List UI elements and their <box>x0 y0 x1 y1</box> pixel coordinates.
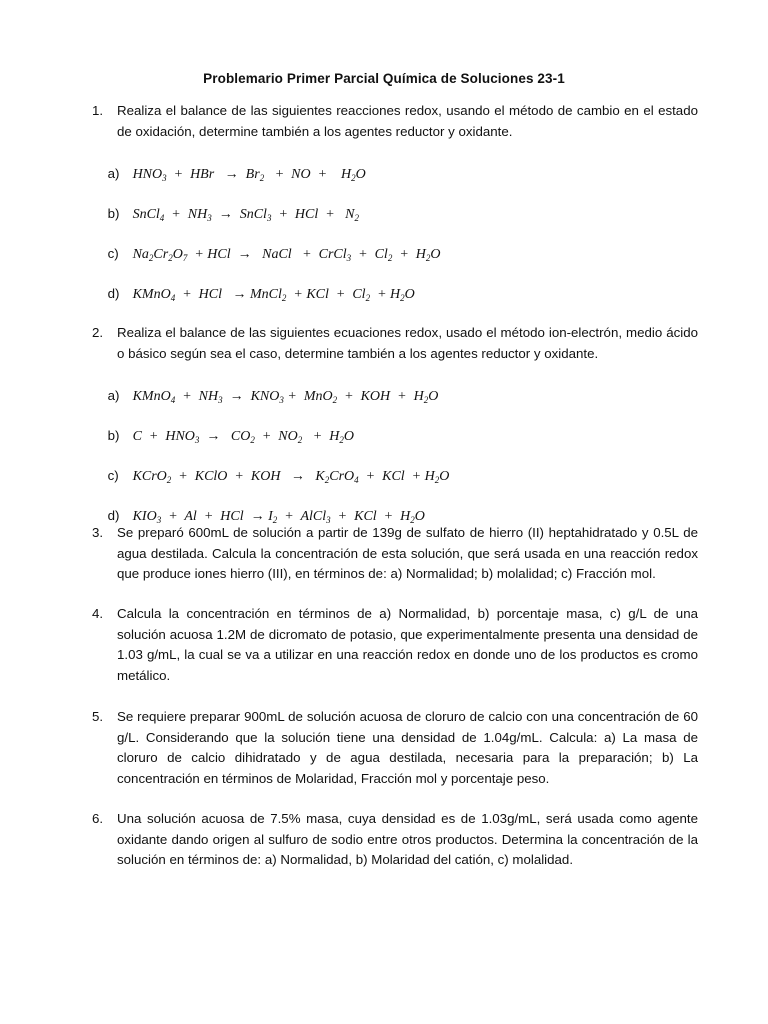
equation-formula: $C + HNO_3 \to CO_2 + NO_2 + H_2O$ <box>132 429 354 445</box>
problem-6 <box>92 809 698 871</box>
equation-formula: $KIO_3 + Al$ + HCl → $I_2$ + AlCl$_3$ + KCl + $H_2O$ <box>132 509 425 525</box>
problem-2 <box>92 323 698 364</box>
problem-text: Calcula la concentración en términos de a) Normalidad, b) porcentaje masa, c) g/L de una solución acuosa 1.2M de dicromato de potasio, que experimentalmente presenta una densidad de 1.03 g/mL, la cual se va a utilizar en una reacción redox en donde uno de los productos es cromo metálico. <box>117 606 698 683</box>
equation-formula: KMnO$_4$ + HCl → MnCl$_2$ + KCl + $Cl_2 + H_2O$ <box>132 287 415 303</box>
problem-4 <box>92 604 698 686</box>
problem-text: Realiza el balance de las siguientes ecuaciones redox, usado el método ion-electrón, medio ácido o básico según sea el caso, determine también a los agentes reductor y oxidante. <box>117 325 698 361</box>
problem-5 <box>92 707 698 789</box>
page-title: Problemario Primer Parcial Química de Soluciones 23-1 <box>203 71 565 86</box>
problem-number: 2. <box>92 325 104 340</box>
problem-text: Se requiere preparar 900mL de solución acuosa de cloruro de calcio con una concentración de 60 g/L. Considerando que la solución tiene una densidad de 1.04g/mL. Calcula: a) La masa de cloruro de calcio dihidratado y de agua destilada, necesaria para la preparación; b) La concentración en términos de Molaridad, Fracción mol y porcentaje peso. <box>117 709 698 786</box>
problem-number: 1. <box>92 103 104 118</box>
problem-1 <box>92 101 698 142</box>
equation-formula: $HNO_3$ + HBr → $Br_2$ + NO + $H_2O$ <box>132 167 366 183</box>
equation-1d <box>92 263 692 325</box>
problem-text: Se preparó 600mL de solución a partir de 139g de sulfato de hierro (II) heptahidratado y 0.5L de agua destilada. Calcula la concentración de esta solución, que será usada en una reacción redox que produce iones hierro (III), en términos de: a) Normalidad; b) molalidad; c) Fracción mol. <box>117 525 698 581</box>
equation-label: b) <box>107 206 120 221</box>
equation-label: c) <box>107 246 119 261</box>
problem-number: 6. <box>92 811 104 826</box>
equation-label: a) <box>107 166 120 181</box>
equation-formula: SnCl$_4$ + $NH_3$ → SnCl$_3$ + HCl + $N_2$ <box>132 207 360 223</box>
equation-label: b) <box>107 428 120 443</box>
problem-3 <box>92 523 698 585</box>
problem-number: 4. <box>92 606 104 621</box>
problem-number: 5. <box>92 709 104 724</box>
equation-label: c) <box>107 468 119 483</box>
equation-formula: KCrO$_2$ + KClO + KOH → $K_2CrO_4$ + KCl + $H_2O$ <box>132 469 450 485</box>
problem-text: Una solución acuosa de 7.5% masa, cuya densidad es de 1.03g/mL, será usada como agente oxidante dando origen al sulfuro de sodio entre otros productos. Determina la concentración de la solución en términos de: a) Normalidad, b) Molaridad del catión, c) molalidad. <box>117 811 698 867</box>
equation-label: d) <box>107 508 120 523</box>
equation-label: d) <box>107 286 120 301</box>
equation-label: a) <box>107 388 120 403</box>
problem-text: Realiza el balance de las siguientes reacciones redox, usando el método de cambio en el estado de oxidación, determine también a los agentes reductor y oxidante. <box>117 103 698 139</box>
problem-number: 3. <box>92 525 104 540</box>
equation-formula: $Na_2Cr_2O_7$ + HCl → NaCl + CrCl$_3$ + $Cl_2 + H_2O$ <box>132 247 441 263</box>
equation-formula: KMnO$_4$ + $NH_3 \to KNO_3 + MnO_2$ + KOH + $H_2O$ <box>132 389 439 405</box>
